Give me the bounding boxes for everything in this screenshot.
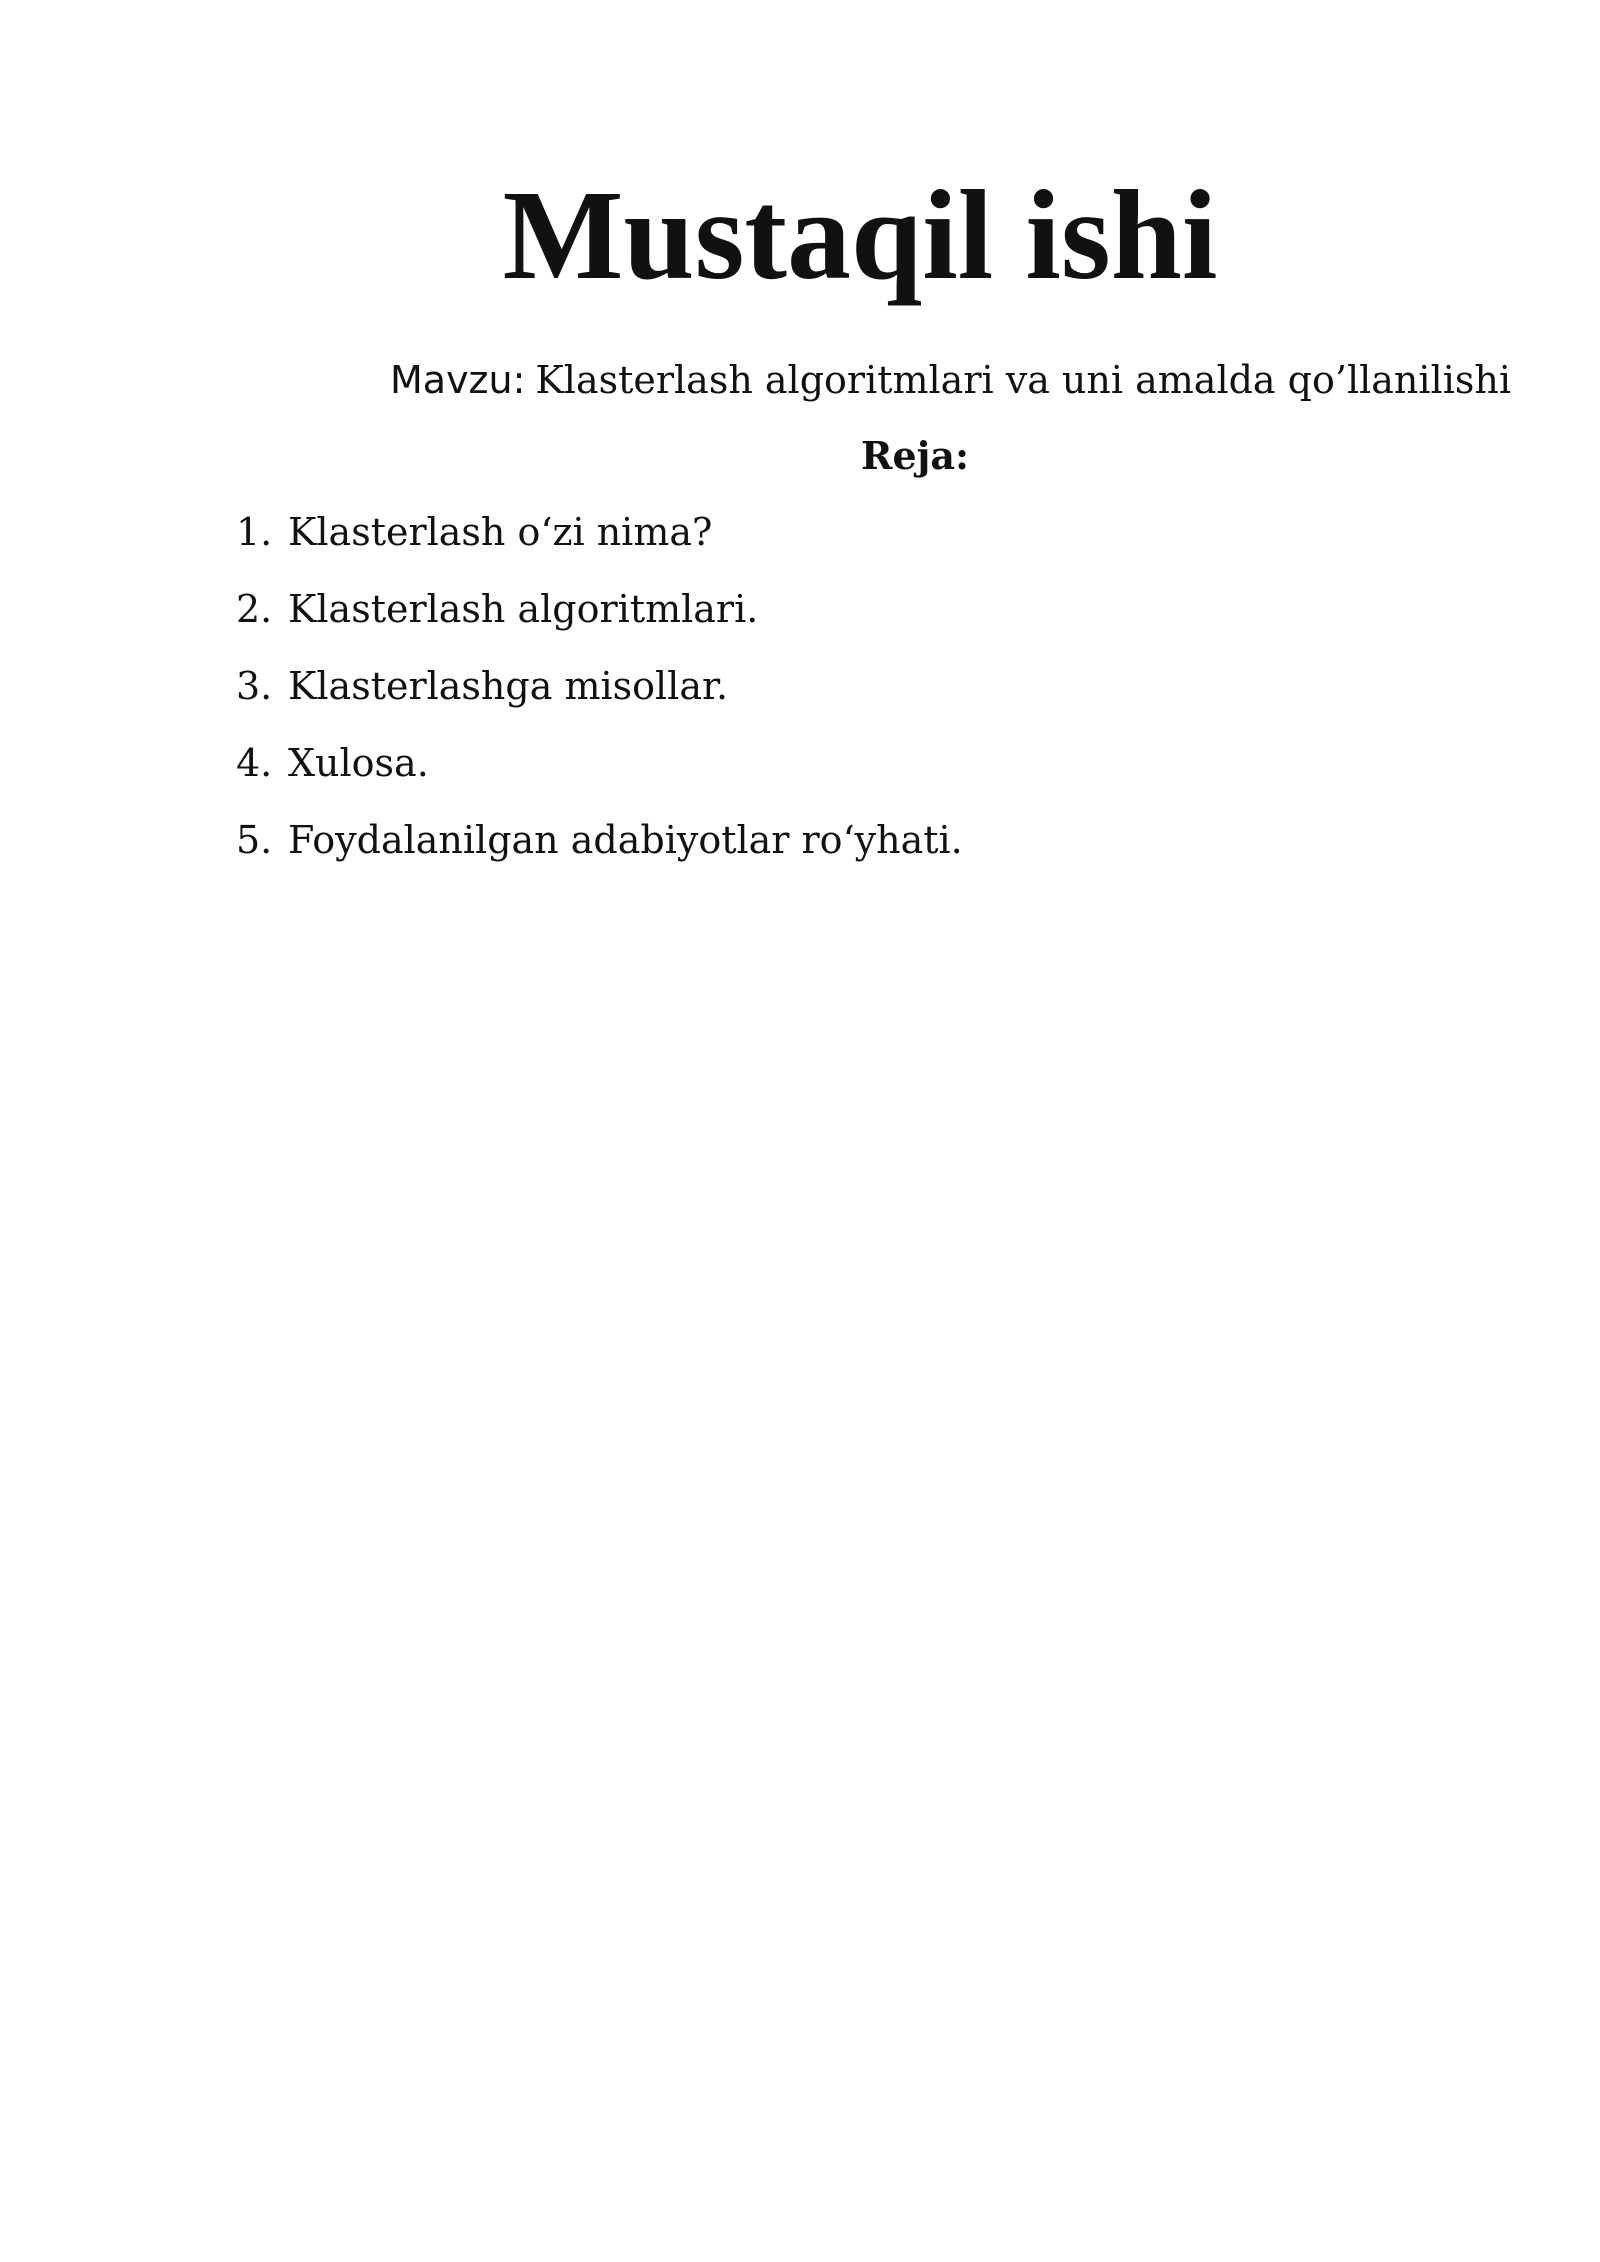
plan-item-number: 1.	[236, 510, 273, 554]
plan-item-number: 5.	[236, 818, 273, 862]
plan-item	[236, 735, 963, 812]
plan-item	[236, 581, 963, 658]
plan-item-number: 2.	[236, 587, 273, 631]
subject-line	[390, 352, 1511, 408]
plan-list	[236, 504, 963, 889]
plan-item-number: 4.	[236, 741, 273, 785]
subject-label: Mavzu:	[390, 358, 526, 402]
plan-item	[236, 812, 963, 889]
plan-item-text: Foydalanilgan adabiyotlar ro‘yhati.	[288, 818, 963, 862]
plan-item-text: Klasterlash o‘zi nima?	[288, 510, 713, 554]
document-title: Mustaqil ishi	[502, 164, 1218, 306]
plan-item-text: Klasterlash algoritmlari.	[288, 587, 759, 631]
plan-item-text: Klasterlashga misollar.	[288, 664, 729, 708]
plan-item	[236, 658, 963, 735]
plan-item	[236, 504, 963, 581]
plan-heading: Reja:	[860, 433, 970, 478]
plan-item-text: Xulosa.	[288, 741, 429, 785]
plan-item-number: 3.	[236, 664, 273, 708]
subject-text: Klasterlash algoritmlari va uni amalda qo’llanilishi	[535, 358, 1511, 402]
